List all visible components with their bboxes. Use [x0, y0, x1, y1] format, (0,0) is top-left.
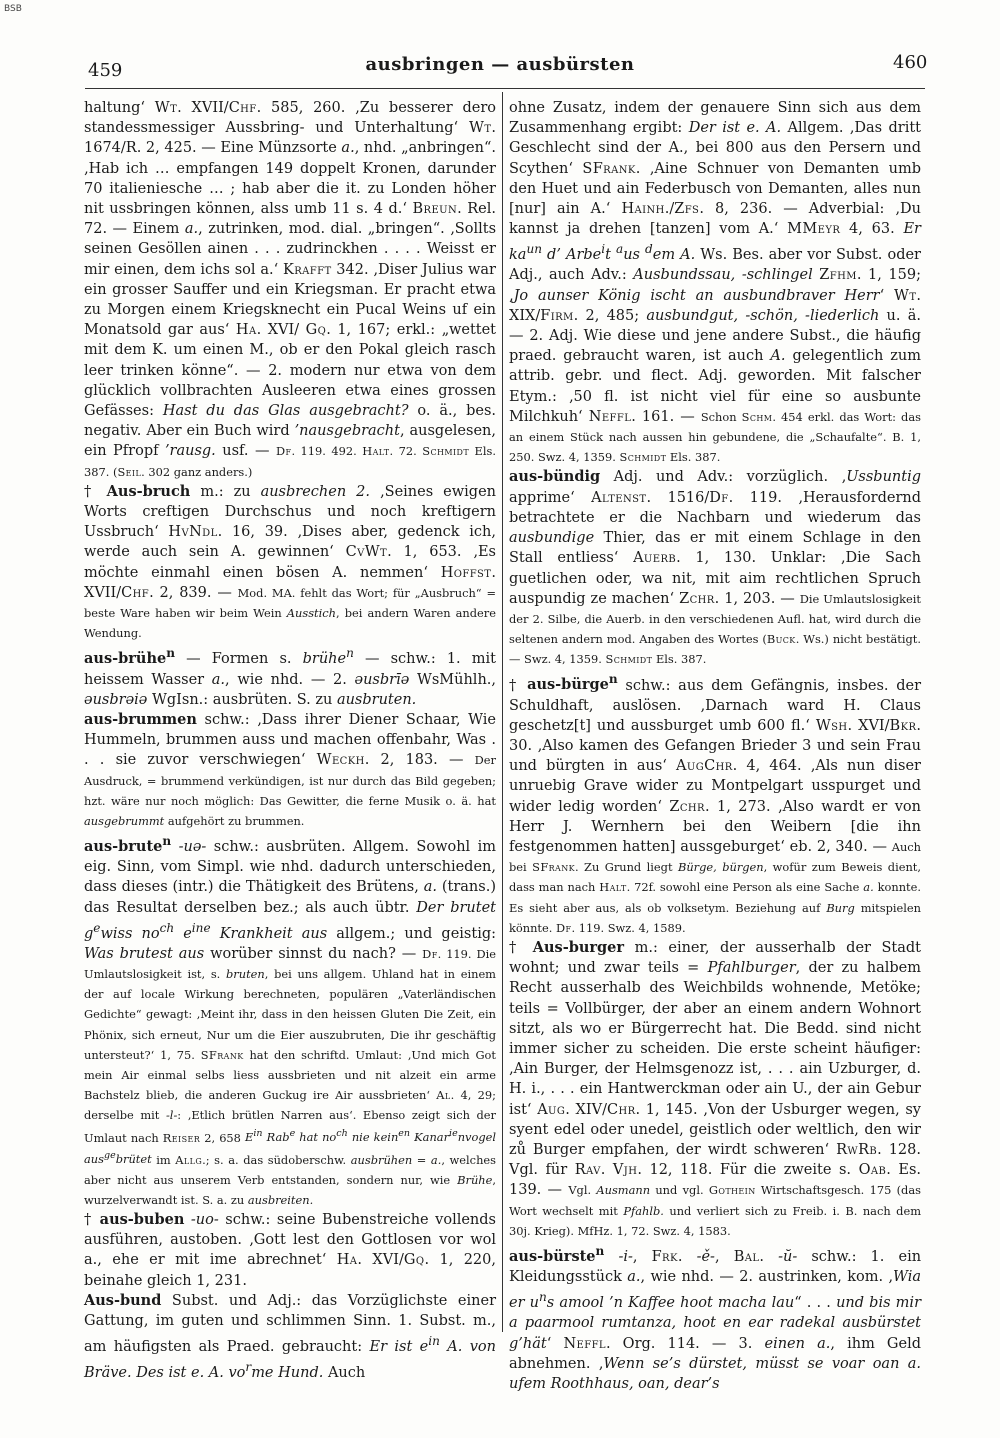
- library-mark: BSB: [4, 4, 22, 14]
- entry-paragraph: † aus-buben -uo- schw.: seine Bubenstreiche vollends ausführen, austoben. ‚Gott lest den Gottlosen vor wol a., ehe er mit ime abrechnet‘ Ha. XVI/Gq. 1, 220, beinahe gleich 1, 231.: [84, 1211, 496, 1289]
- page-number-left: 459: [88, 60, 123, 81]
- entry-paragraph: haltung‘ Wt. XVII/Chf. 585, 260. ‚Zu besserer dero standessmessiger Aussbring- und Unterhaltung‘ Wt. 1674/R. 2, 425. — Eine Münzsorte a., nhd. „anbringen“. ‚Hab ich … empfangen 149 doppelt Kronen, darunder 70 italieniesche … ; hab aber die it. zu Londen höher nit ussbringen können, alss umb 11 s. 4 d.‘ Breun. Rel. 72. — Einem a., zutrinken, mod. dial. „bringen“. ‚Sollts seinen Gesöllen ainen . . . zudrinckhen . . . . Weisst er mir einen, dem ichs sol a.‘ Krafft 342. ‚Diser Julius war ein grosser Sauffer und ein Kriegsman. Er pracht etwa zu Morgen einem Kriegsknecht ein Pucal Weins uf ein Monatsold gar aus‘ Ha. XVI/ Gq. 1, 167; erkl.: „wettet mit dem K. um einen M., ob er den Pokal gleich rasch leer trinken könne“. — 2. modern nur etwa von dem glücklich vollbrachten Ausleeren etwa eines grossen Gefässes: Hast du das Glas ausgebracht? o. ä., bes. negativ. Aber ein Buch wird ’nausgebracht, ausgelesen, ein Pfropf ’rausg. usf. — Df. 119. 492. Halt. 72. Schmidt Els. 387. (Seil. 302 ganz anders.): [84, 100, 497, 479]
- running-head: ausbringen — ausbürsten: [365, 54, 635, 75]
- entry-paragraph: Aus-bund Subst. und Adj.: das Vorzüglichste einer Gattung, im guten und schlimmen Sinn. 1. Subst. m., am häufigsten als Praed. gebraucht: Er ist $e^{in}$ A. von Bräve. Des ist e. A. $vo^rme$ Hund. Auch: [84, 1291, 496, 1382]
- left-column: [84, 98, 496, 1383]
- entry-paragraph: aus-bündig Adj. und Adv.: vorzüglich. ‚Ussbuntig apprime‘ Altenst. 1516/Df. 119. ‚Herausfordernd betrachtete er die Nachbarn und wiederum das ausbundige Thier, das er mit einem Schlage in den Stall entliess‘ Auerb. 1, 130. Unklar: ‚Die Sach guetlichen oder, wa nit, mit aim rechtlichen Spruch auspundig ze machen‘ Zchr. 1, 203. — Die Umlautslosigkeit der 2. Silbe, die Auerb. in den verschiedenen Aufl. hat, wird durch die seltenen andern mod. Angaben des Wortes (Buck. Ws.) nicht bestätigt. — Swz. 4, 1359. Schmidt Els. 387.: [509, 468, 921, 667]
- entry-paragraph: † Aus-burger m.: einer, der ausserhalb der Stadt wohnt; und zwar teils = Pfahlburger, der zu halbem Recht ausserhalb des Weichbilds wohnende, Metöke; teils = Vollbürger, der aber an einem andern Wohnort sitzt, als wo er Bürgerrecht hat. Die Bedd. sind nicht immer sicher zu scheiden. Die erste scheint häufiger: ‚Ain Burger, der Helmsgenozz ist, . . . ain Uzburger, d. H. i., . . . ein Hantwerckman oder ain U., der ain Gebur ist‘ Aug. XIV/Chr. 1, 145. ‚Von der Usburger wegen, sy syent edel oder unedel, geistlich oder weltlich, den wir zů Burger empfahen, der wirdt schweren‘ RwRb. 128. Vgl. für Rav. Vjh. 12, 118. Für die zweite s. Oab. Es. 139. — Vgl. Ausmann und vgl. Gothein Wirtschaftsgesch. 175 (das Wort wechselt mit Pfahlb. und verliert sich zu Freib. i. B. nach dem 30j. Krieg). MfHz. 1, 72. Swz. 4, 1583.: [509, 938, 922, 1238]
- entry-paragraph: aus-brummen schw.: ‚Dass ihrer Diener Schaar, Wie Hummeln, brummen auss und machen offenbahr, Was . . . sie zuvor verschwiegen‘ Weckh. 2, 183. — Der Ausdruck, = brummend verkündigen, ist nur durch das Bild gegeben; hzt. wäre nur noch möglich: Das Gewitter, die ferne Musik o. ä. hat ausgebrummt aufgehört zu brummen.: [84, 710, 496, 828]
- entry-paragraph: aus-brute$^n$ -uə- schw.: ausbrüten. Allgem. Sowohl im eig. Sinn, vom Simpl. wie nhd. dadurch unterschieden, dass dieses (intr.) die Thätigkeit des Brütens, a. (trans.) das Resultat derselben bez.; als auch übtr. Der brutet $g^ewiss$ $no^{ch}$ $e^{ine}$ Krankheit aus allgem.; und geistig: Was brutest aus worüber sinnst du nach? — Df. 119. Die Umlautslosigkeit ist, s. bruten, bei uns allgem. Uhland hat in einem der auf locale Wirkung berechneten, populären „Vaterländischen Gedichte“ gewagt: ‚Meint ihr, dass in den heissen Gluten Die Zeit, ein Phönix, sich erneut, Nur um die Eier auszubruten, Die ihr geschäftig untersteut?‘ 1, 75. SFrank hat den schriftd. Umlaut: ‚Und mich Got mein Air einmal selbs liess aussbrieten und nit alzeit ein arme Bachstelz blieb, die anderen Guckug ire Air aussbrieten‘ Al. 4, 29; derselbe mit -l-: ‚Etlich brütlen Narren aus‘. Ebenso zeigt sich der Umlaut nach Reiser 2, 658 $E^{in}$ Rab$^e$ hat $no^{ch}$ nie kein$^{en}$ Kanar$^{ie}$nvogel aus$^{ge}$brütet im Allg.; s. a. das südoberschw. ausbrühen = a., welches aber nicht aus unserem Verb entstanden, sondern nur, wie Brühe, wurzelverwandt ist. S. a. zu ausbreiten.: [84, 834, 497, 1207]
- entry-paragraph: aus-bürste$^n$ -i-, Frk. -ě-, Bal. -ŭ- schw.: 1. ein Kleidungsstück a., wie nhd. — 2. austrinken, kom. ‚Wia er $u^ns$ amool ’n Kaffee hoot macha lau“ . . . und bis mir a paarmool rumtanza, hoot en ear radekal ausbürstet g’hät‘ Neffl. Org. 114. — 3. einen a., ihm Geld abnehmen. ‚Wenn se’s dürstet, müsst se voar oan a. ufem Roothhaus, oan, dear’s: [509, 1244, 922, 1392]
- entry-paragraph: † Aus-bruch m.: zu ausbrechen 2. ‚Seines ewigen Worts creftigen Durchschus und noch kreftigern Ussbruch‘ HvNdl. 16, 39. ‚Dises aber, gedenck ich, werde auch sein A. gewinnen‘ CvWt. 1, 653. ‚Es möchte einmahl einen bösen A. nemmen‘ Hoffst. XVII/Chf. 2, 839. — Mod. MA. fehlt das Wort; für „Ausbruch“ = beste Ware haben wir beim Wein Ausstich, bei andern Waren andere Wendung.: [84, 482, 496, 641]
- entry-paragraph: ohne Zusatz, indem der genauere Sinn sich aus dem Zusammenhang ergibt: Der ist e. A. Allgem. ‚Das dritt Geschlecht sind der A., bei 800 aus den Persern und Scythen‘ SFrank. ‚Aine Schnuer von Demanten umb den Huet und ain Federbusch von Demanten, alles nun [nur] ain A.‘ Hainh./Zfs. 8, 236. — Adverbial: ‚Du kannst ja drehen [tanzen] vom A.‘ MMeyr 4, 63. Er $ka^{un}$ d’ Arbe$^i$t $^a$us $^d$em A. Ws. Bes. aber vor Subst. oder Adj., auch Adv.: Ausbundssau, -schlingel Zfhm. 1, 159; ‚Jo aunser König ischt an ausbundbraver Herr‘ Wt. XIX/Firm. 2, 485; ausbundgut, -schön, -liederlich u. ä. — 2. Adj. Wie diese und jene andere Subst., die häufig praed. gebraucht waren, ist auch A. gelegentlich zum attrib. gebr. und flect. Adj. geworden. Mit falscher Etym.: ‚50 fl. ist nicht viel für eine so ausbunte Milchkuh‘ Neffl. 161. — Schon Schm. 454 erkl. das Wort: das an einem Stück nach aussen hin gebundene, die „Schaufalte“. B. 1, 250. Swz. 4, 1359. Schmidt Els. 387.: [509, 100, 921, 465]
- page-number-right: 460: [893, 52, 928, 73]
- header-rule: [85, 88, 925, 89]
- entry-paragraph: † aus-bürge$^n$ schw.: aus dem Gefängnis, insbes. der Schuldhaft, auslösen. ‚Darnach ward H. Claus geschetz[t] und aussburget umb 600 fl.‘ Wsh. XVI/Bkr. 30. ‚Also kamen des Gefangen Brieder 3 und sein Frau und bürgten in aus‘ AugChr. 4, 464. ‚Als nun diser unruebig Grave wider zu Montpelgart usspurget und wider ledig worden‘ Zchr. 1, 273. ‚Also wardt er von Herr J. Wernhern bei den Weibern [die ihn festgenommen hatten] aussgeburget‘ eb. 2, 340. — Auch bei SFrank. Zu Grund liegt Bürge, bürgen, wofür zum Beweis dient, dass man nach Halt. 72f. sowohl eine Person als eine Sache a. konnte. Es sieht aber aus, als ob volksetym. Beziehung auf Burg mitspielen könnte. Df. 119. Swz. 4, 1589.: [509, 672, 921, 935]
- entry-paragraph: aus-brühe$^n$ — Formen s. brühe$^n$ — schw.: 1. mit heissem Wasser a., wie nhd. — 2. əusbrīə WsMühlh., əusbrəiə WgIsn.: ausbrüten. S. zu ausbruten.: [84, 646, 497, 708]
- column-divider: [502, 92, 503, 1332]
- right-column: [509, 98, 921, 1394]
